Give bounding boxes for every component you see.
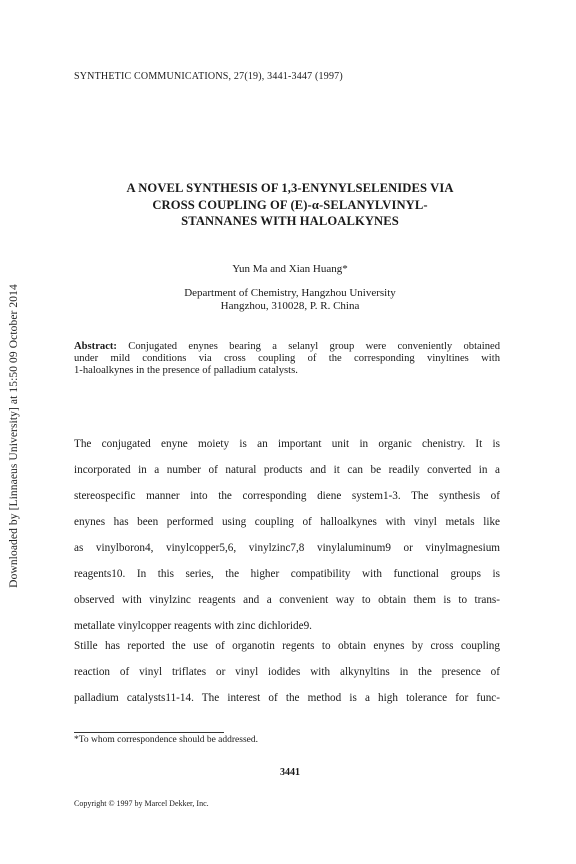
affiliation-line: Hangzhou, 310028, P. R. China	[220, 300, 360, 312]
affiliation	[80, 287, 500, 313]
footnote-divider	[74, 732, 224, 733]
paragraph-line: palladium catalysts11-14. The interest of the method is a high tolerance for func-	[74, 692, 500, 704]
paragraph-line: The conjugated enyne moiety is an important unit in organic chenistry. It is	[74, 438, 500, 450]
abstract	[74, 341, 504, 377]
copyright-notice: Copyright © 1997 by Marcel Dekker, Inc.	[74, 799, 209, 808]
title-line: A NOVEL SYNTHESIS OF 1,3-ENYNYLSELENIDES VIA	[126, 181, 454, 195]
page-number: 3441	[280, 767, 300, 778]
paragraph-line: metallate vinylcopper reagents with zinc dichloride9.	[74, 620, 312, 632]
paragraph-line: reagents10. In this series, the higher compatibility with functional groups is	[74, 568, 500, 580]
download-watermark	[2, 256, 26, 616]
author-list: Yun Ma and Xian Huang*	[232, 263, 348, 275]
paragraph-line: incorporated in a number of natural products and it can be readily converted in a	[74, 464, 500, 476]
article-title	[80, 180, 500, 230]
abstract-line: 1-haloalkynes in the presence of palladium catalysts.	[74, 365, 298, 376]
abstract-line	[74, 341, 500, 353]
paragraph-line: stereospecific manner into the corresponding diene system1-3. The synthesis of	[74, 490, 500, 502]
download-watermark-text: Downloaded by [Linnaeus University] at 15:50 09 October 2014	[8, 284, 20, 588]
abstract-label: Abstract:	[74, 341, 117, 352]
paragraph-line: reaction of vinyl triflates or vinyl iodides with alkynyltins in the presence of	[74, 666, 500, 678]
journal-header: SYNTHETIC COMMUNICATIONS, 27(19), 3441-3447 (1997)	[74, 71, 343, 82]
paragraph-line: enynes has been performed using coupling of halloalkynes with vinyl metals like	[74, 516, 500, 528]
title-line: CROSS COUPLING OF (E)-α-SELANYLVINYL-	[152, 197, 428, 212]
paragraph-line: observed with vinylzinc reagents and a convenient way to obtain them is to trans-	[74, 594, 500, 606]
title-line: STANNANES WITH HALOALKYNES	[181, 214, 399, 228]
footnote: *To whom correspondence should be addressed.	[74, 735, 259, 745]
affiliation-line: Department of Chemistry, Hangzhou University	[184, 287, 396, 299]
paragraph-line: as vinylboron4, vinylcopper5,6, vinylzinc7,8 vinylaluminum9 or vinylmagnesium	[74, 542, 500, 554]
abstract-line: under mild conditions via cross coupling of the corresponding vinyltines with	[74, 353, 500, 364]
abstract-text: Conjugated enynes bearing a selanyl group were conveniently obtained	[128, 341, 500, 352]
paragraph-line: Stille has reported the use of organotin regents to obtain enynes by cross coupling	[74, 640, 500, 652]
